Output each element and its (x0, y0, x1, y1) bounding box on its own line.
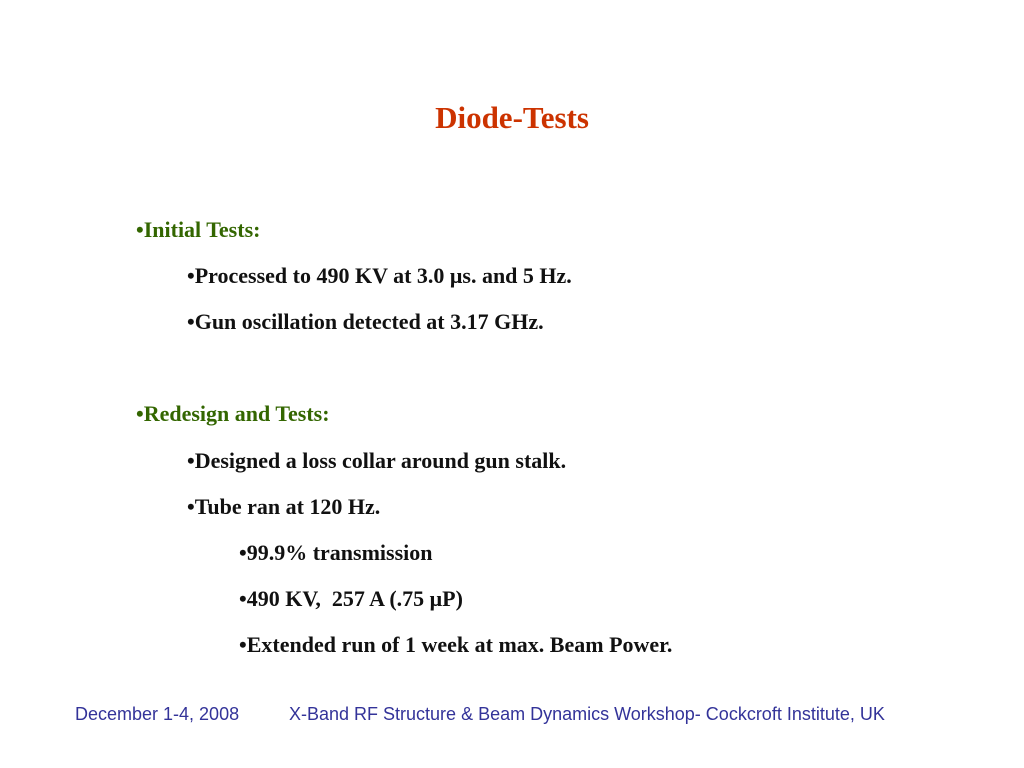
heading-text: Redesign and Tests: (143, 401, 330, 426)
item-text: 490 KV, 257 A (.75 μP) (246, 586, 463, 611)
list-item (187, 493, 380, 521)
section-heading-redesign-and-tests (136, 400, 330, 428)
bullet: • (239, 540, 247, 565)
bullet: • (187, 309, 195, 334)
item-text: 99.9% transmission (246, 540, 433, 565)
list-item (187, 262, 572, 290)
slide-title: Diode-Tests (435, 100, 589, 135)
bullet: • (187, 494, 195, 519)
item-text: Designed a loss collar around gun stalk. (194, 448, 567, 473)
sub-list-item (239, 539, 433, 567)
list-item (187, 308, 544, 336)
bullet: • (187, 263, 195, 288)
section-heading-initial-tests (136, 216, 260, 244)
item-text: Extended run of 1 week at max. Beam Power. (246, 632, 673, 657)
heading-text: Initial Tests: (143, 217, 261, 242)
sub-list-item (239, 631, 672, 659)
bullet: • (239, 632, 247, 657)
sub-list-item (239, 585, 463, 613)
footer-date: December 1-4, 2008 (75, 704, 240, 724)
bullet: • (239, 586, 247, 611)
item-text: Processed to 490 KV at 3.0 μs. and 5 Hz. (194, 263, 572, 288)
footer-event-name: X-Band RF Structure & Beam Dynamics Workshop- Cockcroft Institute, UK (289, 704, 885, 724)
item-text: Gun oscillation detected at 3.17 GHz. (194, 309, 544, 334)
bullet: • (136, 217, 144, 242)
item-text: Tube ran at 120 Hz. (194, 494, 381, 519)
bullet: • (187, 448, 195, 473)
list-item (187, 447, 566, 475)
bullet: • (136, 401, 144, 426)
